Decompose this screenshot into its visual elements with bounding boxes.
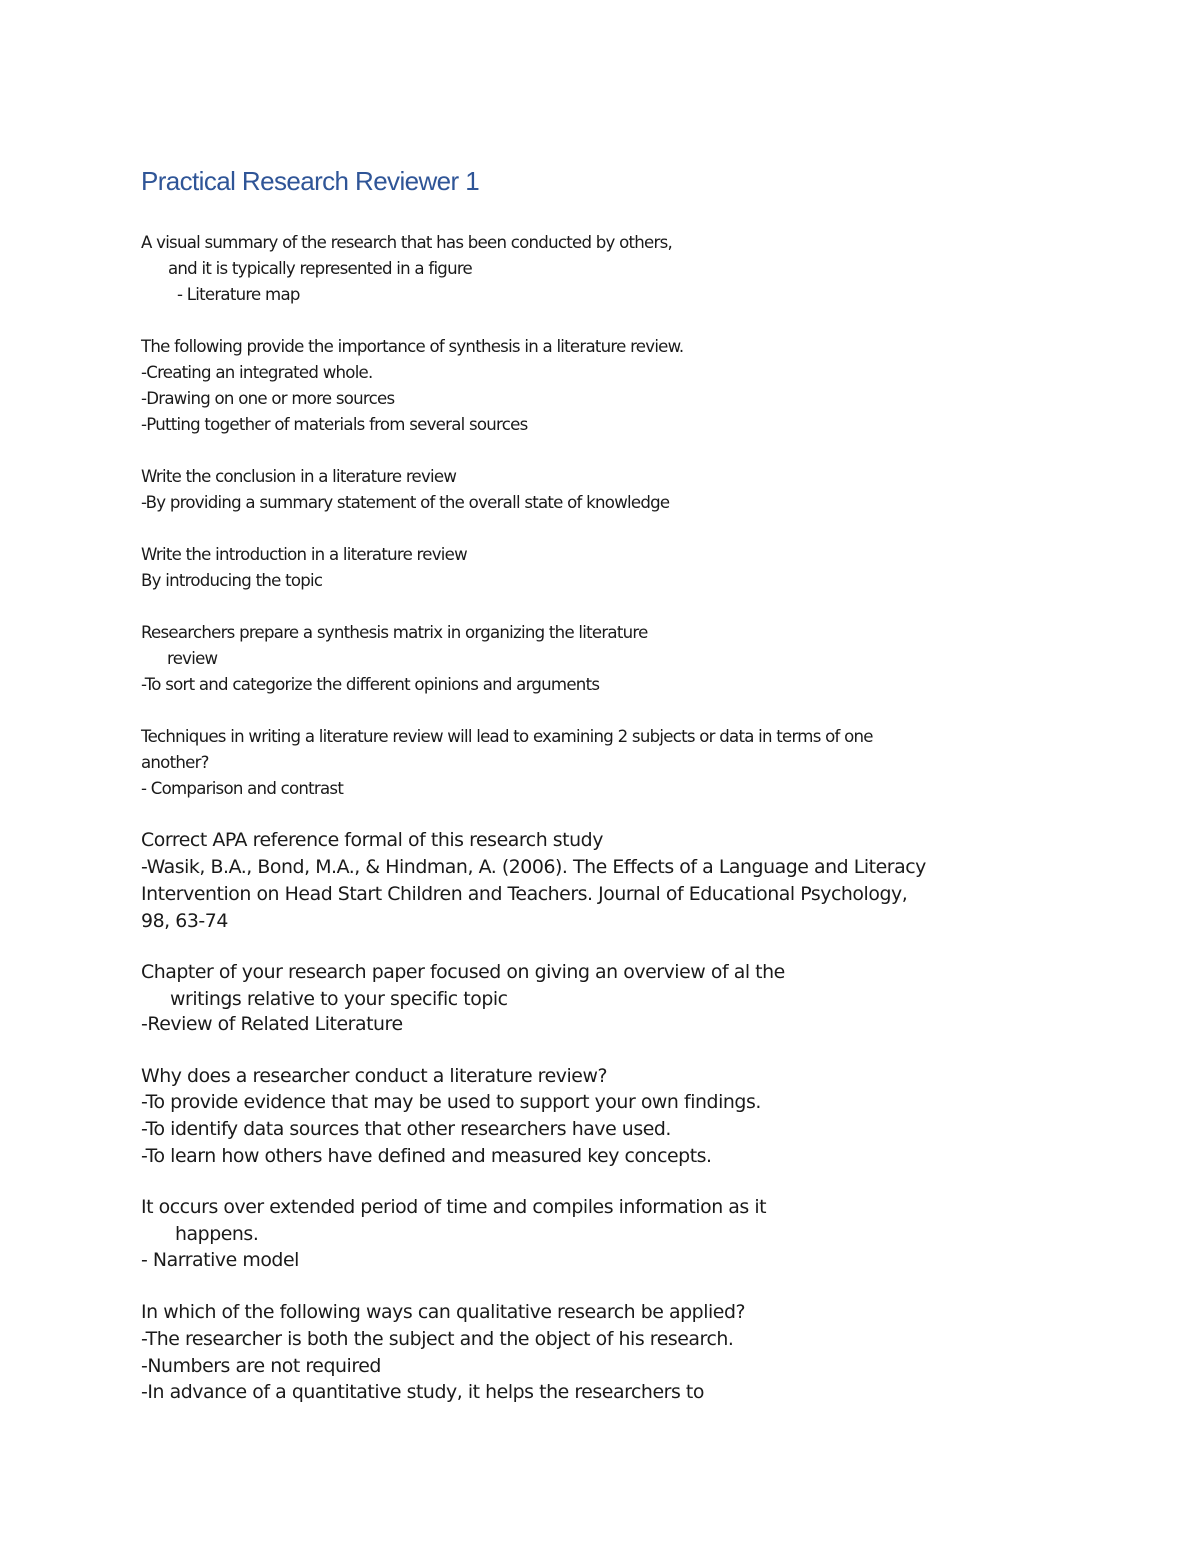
answer-line: -Creating an integrated whole. [141, 363, 373, 382]
answer-line: Intervention on Head Start Children and Teachers. Journal of Educational Psychology, [141, 883, 908, 905]
question-line: Researchers prepare a synthesis matrix in organizing the literature [141, 623, 648, 642]
answer-line: -Numbers are not required [141, 1355, 381, 1377]
question-line: The following provide the importance of synthesis in a literature review. [141, 337, 684, 356]
answer-line: -To provide evidence that may be used to support your own findings. [141, 1091, 761, 1113]
answer-line: -By providing a summary statement of the overall state of knowledge [141, 493, 670, 512]
question-line: Write the introduction in a literature review [141, 545, 467, 564]
answer-line: -Wasik, B.A., Bond, M.A., & Hindman, A. (2006). The Effects of a Language and Literacy [141, 856, 926, 878]
answer-line: -Putting together of materials from several sources [141, 415, 528, 434]
answer-line: - Narrative model [141, 1249, 299, 1271]
question-line: and it is typically represented in a figure [168, 259, 473, 278]
answer-line: -To sort and categorize the different opinions and arguments [141, 675, 600, 694]
question-line: It occurs over extended period of time and compiles information as it [141, 1196, 767, 1218]
answer-line: -To learn how others have defined and measured key concepts. [141, 1145, 712, 1167]
answer-line: -In advance of a quantitative study, it helps the researchers to [141, 1381, 704, 1403]
document-title: Practical Research Reviewer 1 [141, 166, 480, 196]
answer-line: 98, 63-74 [141, 910, 228, 932]
question-line: Correct APA reference formal of this research study [141, 829, 603, 851]
question-line: Why does a researcher conduct a literature review? [141, 1065, 608, 1087]
question-line: review [167, 649, 218, 668]
answer-line: - Literature map [177, 285, 300, 304]
question-line: A visual summary of the research that has been conducted by others, [141, 233, 673, 252]
question-line: Write the conclusion in a literature review [141, 467, 457, 486]
question-line: Chapter of your research paper focused on giving an overview of al the [141, 961, 785, 983]
answer-line: -The researcher is both the subject and the object of his research. [141, 1328, 734, 1350]
answer-line: -Review of Related Literature [141, 1013, 403, 1035]
question-line: happens. [175, 1223, 259, 1245]
question-line: writings relative to your specific topic [170, 988, 508, 1010]
question-line: another? [141, 753, 209, 772]
answer-line: -To identify data sources that other researchers have used. [141, 1118, 671, 1140]
answer-line: By introducing the topic [141, 571, 323, 590]
question-line: Techniques in writing a literature review will lead to examining 2 subjects or data in terms of one [141, 727, 873, 746]
question-line: In which of the following ways can qualitative research be applied? [141, 1301, 746, 1323]
answer-line: -Drawing on one or more sources [141, 389, 395, 408]
answer-line: - Comparison and contrast [141, 779, 344, 798]
